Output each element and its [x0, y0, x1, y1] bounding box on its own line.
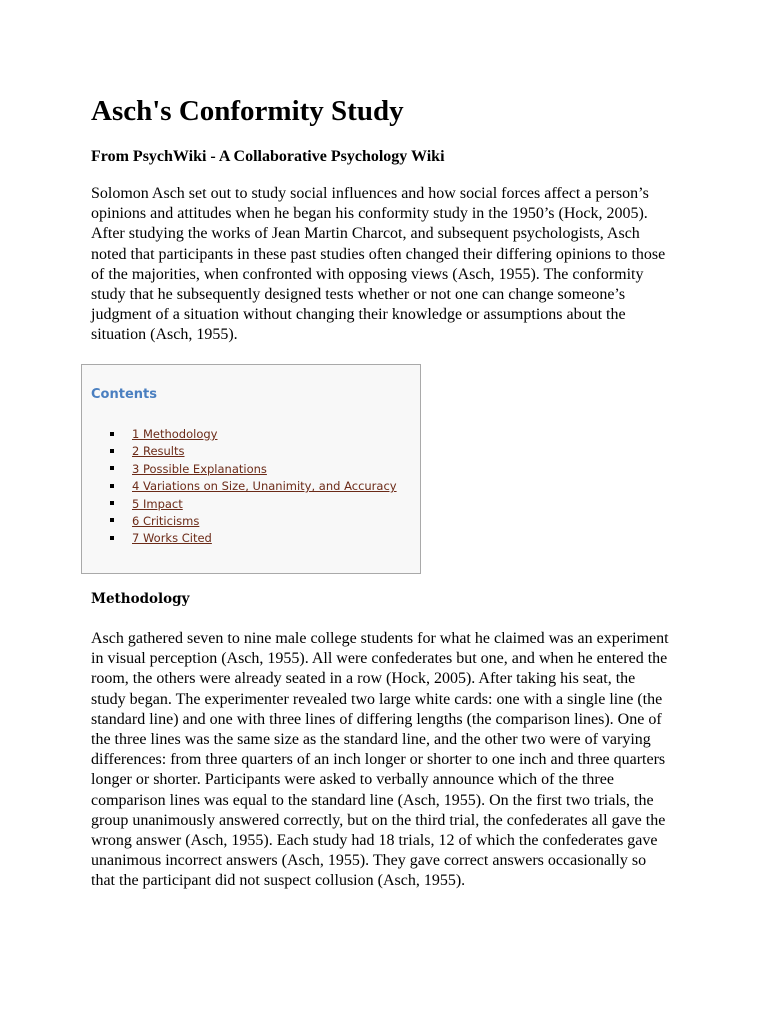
bullet-icon	[110, 518, 114, 522]
page-title: Asch's Conformity Study	[91, 95, 404, 127]
table-of-contents	[81, 364, 421, 574]
bullet-icon	[110, 484, 114, 488]
bullet-icon	[110, 536, 114, 540]
toc-item	[110, 461, 397, 478]
bullet-icon	[110, 449, 114, 453]
toc-list	[110, 426, 397, 548]
toc-item	[110, 530, 397, 547]
toc-link-works-cited[interactable]: 7 Works Cited	[132, 531, 212, 546]
toc-item	[110, 426, 397, 443]
toc-link-variations[interactable]: 4 Variations on Size, Unanimity, and Accuracy	[132, 479, 397, 494]
toc-link-results[interactable]: 2 Results	[132, 444, 185, 459]
methodology-heading: Methodology	[91, 591, 190, 607]
toc-item	[110, 496, 397, 513]
toc-title: Contents	[91, 387, 157, 402]
toc-link-impact[interactable]: 5 Impact	[132, 496, 183, 511]
toc-item	[110, 443, 397, 460]
bullet-icon	[110, 466, 114, 470]
methodology-paragraph: Asch gathered seven to nine male college students for what he claimed was an experiment in visual perception (Asch, 1955). All were confederates but one, and when he entered the room, the others were already seated in a row (Hock, 2005). After taking his seat, the study began. The experimenter revealed two large white cards: one with a single line (the standard line) and one with three lines of differing lengths (the comparison lines). One of the three lines was the same size as the standard line, and the other two were of varying differences: from three quarters of an inch longer or shorter to one inch and three quarters longer or shorter. Participants were asked to verbally announce which of the three comparison lines was equal to the standard line (Asch, 1955). On the first two trials, the group unanimously answered correctly, but on the third trial, the confederates all gave the wrong answer (Asch, 1955). Each study had 18 trials, 12 of which the confederates gave unanimous incorrect answers (Asch, 1955). They gave correct answers occasionally so that the participant did not suspect collusion (Asch, 1955).	[91, 630, 669, 890]
toc-link-criticisms[interactable]: 6 Criticisms	[132, 513, 200, 528]
intro-paragraph: Solomon Asch set out to study social influences and how social forces affect a person’s opinions and attitudes when he began his conformity study in the 1950’s (Hock, 2005). After studying the works of Jean Martin Charcot, and subsequent psychologists, Asch noted that participants in these past studies often changed their differing opinions to those of the majorities, when confronted with opposing views (Asch, 1955). The conformity study that he subsequently designed tests whether or not one can change someone’s judgment of a situation without changing their knowledge or assumptions about the situation (Asch, 1955).	[91, 185, 666, 344]
toc-item	[110, 513, 397, 530]
bullet-icon	[110, 501, 114, 505]
toc-item	[110, 478, 397, 495]
toc-link-methodology[interactable]: 1 Methodology	[132, 427, 218, 441]
bullet-icon	[110, 432, 114, 436]
page-subtitle: From PsychWiki - A Collaborative Psychology Wiki	[91, 148, 445, 165]
toc-link-possible-explanations[interactable]: 3 Possible Explanations	[132, 461, 267, 476]
